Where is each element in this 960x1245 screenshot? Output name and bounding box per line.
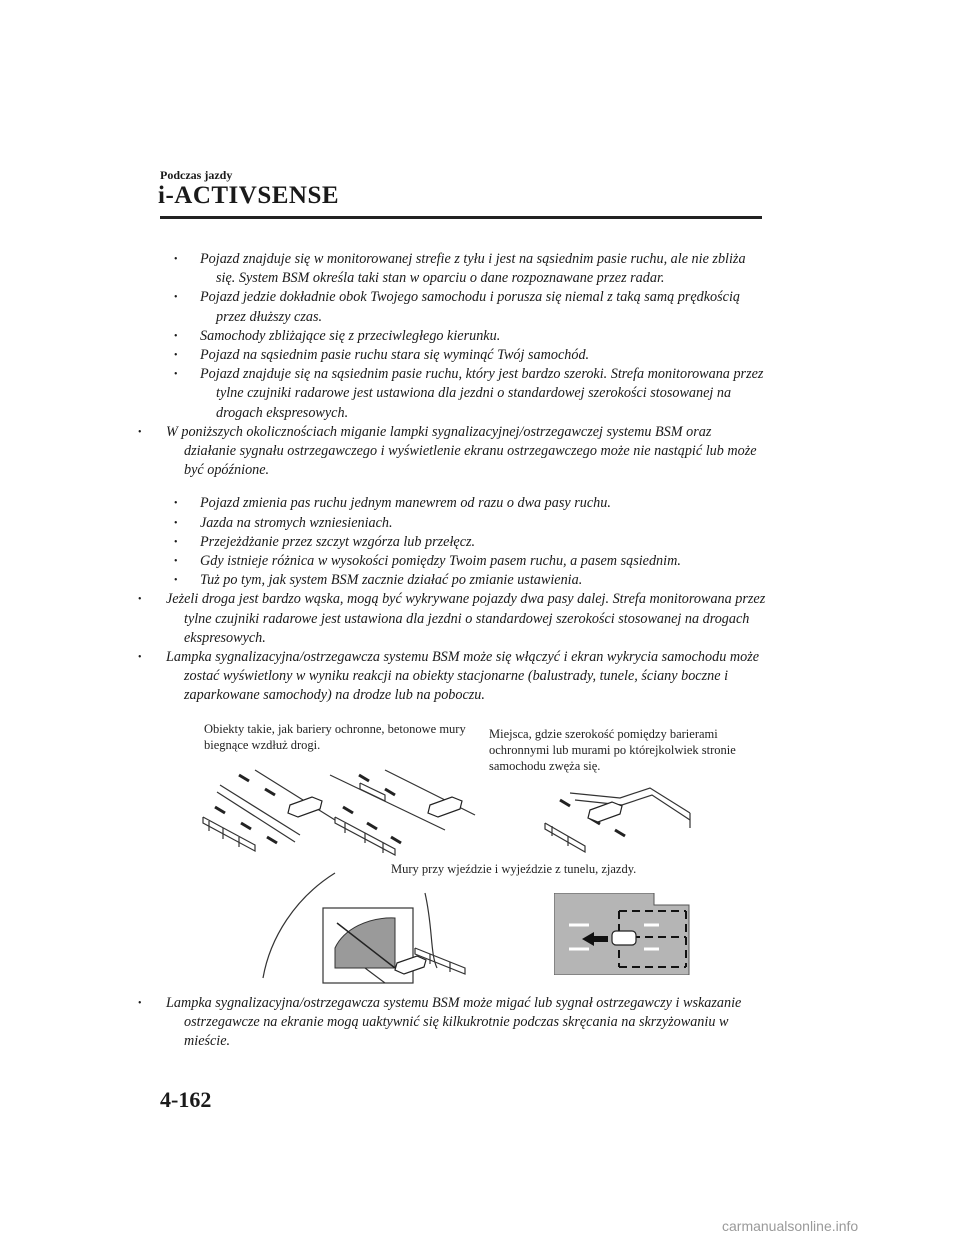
- section-label: Podczas jazdy: [160, 168, 233, 182]
- barrier-road-illustration: [195, 765, 480, 865]
- list-item: • Pojazd na sąsiednim pasie ruchu stara się wyminąć Twój samochód.: [200, 346, 766, 365]
- page-title: i-ACTIVSENSE: [158, 182, 340, 209]
- list-item: • Samochody zbliżające się z przeciwległego kierunku.: [200, 327, 766, 346]
- list-item: • W poniższych okolicznościach miganie lampki sygnalizacyjnej/ostrzegawczej systemu BSM oraz działanie sygnału ostrzegawczego i wyświetlenie ekranu ostrzegawczego może nie nastąpić lub może być opóźnione.: [166, 423, 766, 481]
- title-rule: [160, 216, 762, 219]
- list-item: • Przejeżdżanie przez szczyt wzgórza lub przełęcz.: [200, 533, 766, 552]
- list-item: • Tuż po tym, jak system BSM zacznie działać po zmianie ustawienia.: [200, 571, 766, 590]
- list-item: • Gdy istnieje różnica w wysokości pomiędzy Twoim pasem ruchu, a pasem sąsiednim.: [200, 552, 766, 571]
- list-item: • Lampka sygnalizacyjna/ostrzegawcza systemu BSM może się włączyć i ekran wykrycia samochodu może zostać wyświetlony w wyniku reakcji na obiekty stacjonarne (balustrady, tunele, ściany boczne i zaparkowane samochody) na drodze lub na poboczu.: [166, 648, 766, 706]
- caption-barriers: Obiekty takie, jak bariery ochronne, betonowe mury biegnące wzdłuż drogi.: [204, 722, 466, 752]
- page-number: 4-162: [160, 1087, 212, 1112]
- list-item: • Jazda na stromych wzniesieniach.: [200, 514, 766, 533]
- bullet-list: [166, 250, 766, 706]
- list-item: • Pojazd zmienia pas ruchu jednym manewrem od razu o dwa pasy ruchu.: [200, 494, 766, 513]
- junction-illustration: [554, 893, 694, 975]
- watermark: carmanualsonline.info: [722, 1218, 859, 1234]
- caption-tunnel: Mury przy wjeździe i wyjeździe z tunelu, zjazdy.: [391, 862, 637, 876]
- list-item: • Pojazd jedzie dokładnie obok Twojego samochodu i porusza się niemal z taką samą prędkością przez dłuższy czas.: [200, 288, 766, 326]
- final-list: [166, 994, 766, 1052]
- list-item: • Lampka sygnalizacyjna/ostrzegawcza systemu BSM może migać lub sygnał ostrzegawczy i wskazanie ostrzegawcze na ekranie mogą uaktywnić się kilkukrotnie podczas skręcania na skrzyżowaniu w mieście.: [166, 994, 766, 1052]
- narrowing-road-illustration: [530, 768, 700, 863]
- list-item: • Pojazd znajduje się na sąsiednim pasie ruchu, który jest bardzo szeroki. Strefa monitorowana przez tylne czujniki radarowe jest ustawiona dla jezdni o standardowej szerokości stosowanej na drogach ekspresowych.: [200, 365, 766, 423]
- tunnel-illustration: [255, 868, 475, 988]
- caption-narrowing: Miejsca, gdzie szerokość pomiędzy barierami ochronnymi lub murami po którejkolwiek stronie samochodu zwęża się.: [489, 727, 736, 773]
- list-item: • Pojazd znajduje się w monitorowanej strefie z tyłu i jest na sąsiednim pasie ruchu, ale nie zbliża się. System BSM określa taki stan w oparciu o dane rozpoznawane przez radar.: [200, 250, 766, 288]
- list-item: • Jeżeli droga jest bardzo wąska, mogą być wykrywane pojazdy dwa pasy dalej. Strefa monitorowana przez tylne czujniki radarowe jest ustawiona dla jezdni o standardowej szerokości stosowanej na drogach ekspresowych.: [166, 590, 766, 648]
